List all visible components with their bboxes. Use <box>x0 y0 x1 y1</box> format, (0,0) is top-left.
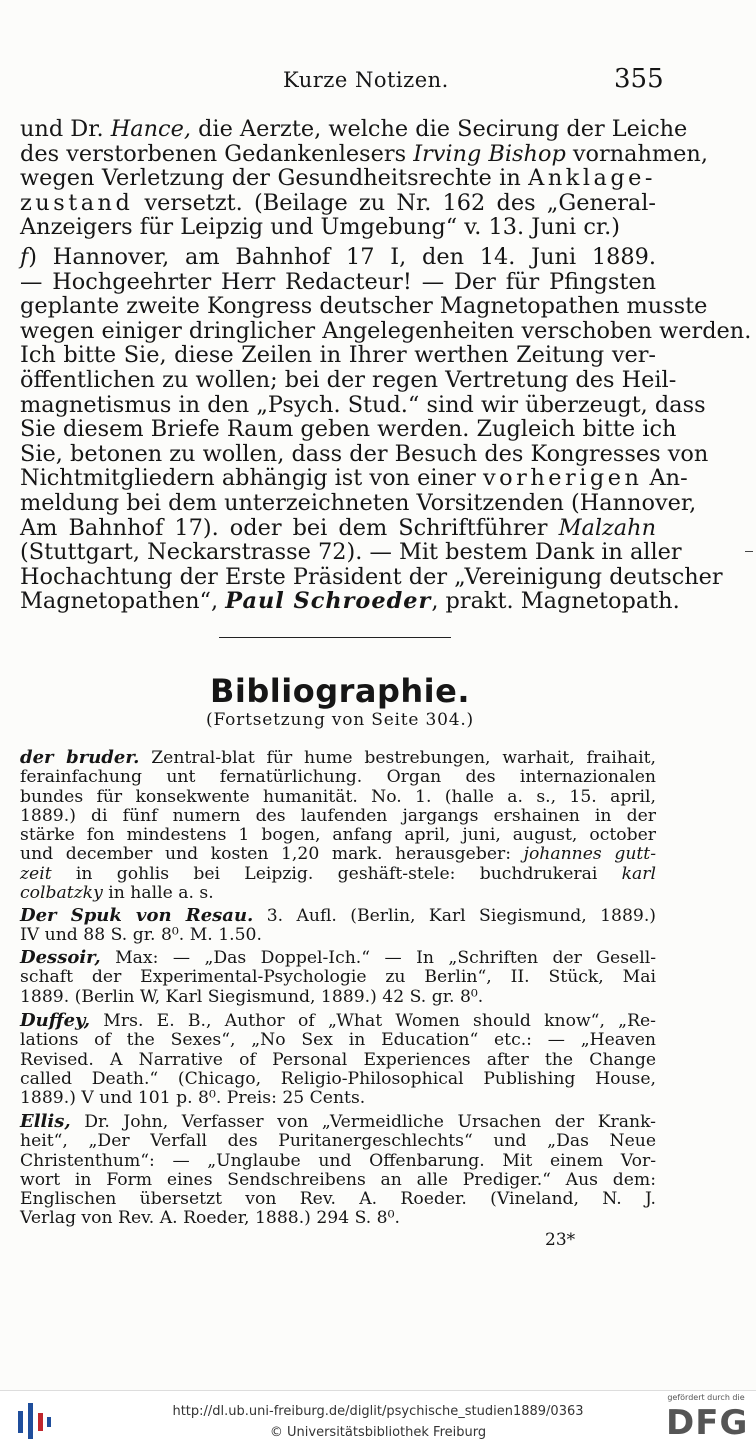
text-run: vornahmen, <box>565 140 708 167</box>
text-run: — Hochgeehrter Herr Redacteur! — Der für Pfingsten <box>20 268 656 295</box>
page-number: 355 <box>614 64 664 94</box>
text-line <box>20 845 656 864</box>
italic-text-run: colbatzky <box>20 883 103 904</box>
bibliography-entry <box>20 748 656 903</box>
text-line <box>20 539 682 566</box>
text-run: IV und 88 S. gr. 8⁰. M. 1.50. <box>20 925 262 946</box>
section-subtitle: (Fortsetzung von Seite 304.) <box>206 710 474 730</box>
text-line <box>20 788 656 807</box>
funder-note: gefördert durch die <box>667 1393 745 1402</box>
text-run: Hochachtung der Erste Präsident der „Vereinigung deutscher <box>20 563 723 590</box>
text-run: versetzt. (Beilage zu Nr. 162 des „General- <box>133 189 656 216</box>
text-run: in halle a. s. <box>102 883 214 904</box>
text-line <box>20 116 688 142</box>
paragraph-hance-notice <box>20 116 708 241</box>
running-title: Kurze Notizen. <box>283 68 449 92</box>
text-run: wegen einiger dringlicher Angelegenheiten verschoben werden. <box>20 317 752 344</box>
signature-name: Paul Schroeder <box>225 588 432 615</box>
text-run: die Aerzte, welche die Secirung der Leiche <box>190 116 688 142</box>
italic-text-run: f <box>20 244 29 270</box>
paragraph-hannover-letter <box>20 244 752 615</box>
text-line <box>20 416 677 443</box>
text-run: , prakt. Magnetopath. <box>431 588 680 615</box>
text-line <box>20 1070 656 1089</box>
text-run: 1889.) di fünf numern des laufenden jargangs ershainen in der <box>20 805 656 826</box>
text-line <box>20 166 656 191</box>
copyright-notice: © Universitätsbibliothek Freiburg <box>269 1425 487 1440</box>
text-run: Am Bahnhof 17). oder bei dem Schriftführer <box>20 514 559 541</box>
text-run: Sie, betonen zu wollen, dass der Besuch des Kongresses von <box>20 440 709 467</box>
text-run: 1889.) V und 101 p. 8⁰. Preis: 25 Cents. <box>20 1088 366 1109</box>
text-line <box>20 191 656 216</box>
text-line <box>20 926 656 945</box>
text-run: ) Hannover, am Bahnhof 17 I, den 14. Juni 1889. <box>28 244 656 270</box>
viewer-footer <box>0 1390 756 1449</box>
text-line <box>20 988 656 1007</box>
text-line <box>20 1011 656 1031</box>
margin-mark <box>745 551 753 552</box>
text-run: ferainfachung unt fernatürlichung. Organ des internazionalen <box>20 767 656 788</box>
bibliography-entry <box>20 1011 656 1108</box>
text-run: öffentlichen zu wollen; bei der regen Vertretung des Heil- <box>20 366 677 393</box>
text-line <box>20 1171 656 1190</box>
spaced-emphasis-run: zustand <box>20 189 134 216</box>
text-run: und Dr. <box>20 116 111 142</box>
text-line <box>20 366 677 393</box>
text-run: Nichtmitgliedern abhängig ist von einer <box>20 465 483 492</box>
text-run: Magnetopathen“, <box>20 588 226 615</box>
text-line <box>20 865 656 884</box>
entry-author: Der Spuk von Resau. <box>20 905 254 926</box>
text-run: Anzeigers für Leipzig und Umgebung“ v. 13. Juni cr.) <box>20 214 620 241</box>
spaced-emphasis-run: Anklage- <box>528 165 656 192</box>
entry-author: Duffey, <box>20 1010 91 1031</box>
text-run: 3. Aufl. (Berlin, Karl Siegismund, 1889.) <box>253 906 656 926</box>
italic-text-run: Hance, <box>110 116 191 142</box>
text-line <box>20 1112 656 1132</box>
text-run: Zentral-blat für hume bestrebungen, warhait, fraihait, <box>139 748 656 768</box>
text-line <box>20 1089 656 1108</box>
text-run: heit“, „Der Verfall des Puritanergeschlechts“ und „Das Neue <box>20 1131 656 1152</box>
text-run: bundes für konsekwente humanität. No. 1. (halle a. s., 15. april, <box>20 786 656 807</box>
text-run: des verstorbenen Gedankenlesers <box>20 140 414 167</box>
text-line <box>20 1031 656 1050</box>
text-run: magnetismus in den „Psych. Stud.“ sind wir überzeugt, dass <box>20 391 706 418</box>
italic-text-run: Malzahn <box>558 514 656 541</box>
text-line <box>20 748 656 768</box>
text-run: (Stuttgart, Neckarstrasse 72). — Mit bestem Dank in aller <box>20 539 682 566</box>
italic-text-run: johannes gutt- <box>523 844 657 865</box>
signature-mark: 23* <box>545 1230 576 1250</box>
text-run: Verlag von Rev. A. Roeder, 1888.) 294 S. 8⁰. <box>20 1208 400 1229</box>
text-line <box>20 343 656 368</box>
text-line <box>20 140 708 167</box>
text-run: stärke fon mindestens 1 bogen, anfang april, juni, august, october <box>20 825 656 846</box>
text-run: Englischen übersetzt von Rev. A. Roeder. (Vineland, N. J. <box>20 1189 656 1210</box>
page-header <box>0 64 756 96</box>
dfg-logo <box>662 1393 750 1447</box>
text-line <box>20 968 656 987</box>
text-run: Revised. A Narrative of Personal Experiences after the Change <box>20 1049 656 1070</box>
text-line <box>20 1051 656 1070</box>
text-line <box>20 1190 656 1209</box>
text-line <box>20 768 656 787</box>
text-run: called Death.“ (Chicago, Religio-Philosophical Publishing House, <box>20 1068 656 1089</box>
text-line <box>20 1209 656 1228</box>
text-run: lations of the Sexes“, „No Sex in Education“ etc.: — „Heaven <box>20 1030 656 1051</box>
section-divider <box>219 637 451 638</box>
text-line <box>20 884 656 903</box>
section-title: Bibliographie. <box>210 672 470 710</box>
text-line <box>20 489 697 516</box>
text-run: schaft der Experimental-Psychologie zu Berlin“, II. Stück, Mai <box>20 967 656 988</box>
bibliography-entry <box>20 906 656 946</box>
entry-author: der bruder. <box>20 747 140 768</box>
text-run: wort in Form eines Sendschreibens an alle Prediger.“ Aus dem: <box>20 1169 656 1190</box>
text-run: wegen Verletzung der Gesundheitsrechte in <box>20 165 529 192</box>
text-line <box>20 270 656 295</box>
bibliography-entry <box>20 948 656 1007</box>
text-run: meldung bei dem unterzeichneten Vorsitzenden (Hannover, <box>20 489 697 516</box>
document-url-link[interactable]: http://dl.ub.uni-freiburg.de/diglit/psychische_studien1889/0363 <box>172 1404 584 1419</box>
text-run: 1889. (Berlin W, Karl Siegismund, 1889.) 42 S. gr. 8⁰. <box>20 986 484 1007</box>
text-line <box>20 906 656 926</box>
text-run: Dr. John, Verfasser von „Vermeidliche Ursachen der Krank- <box>70 1112 656 1132</box>
text-run: geplante zweite Kongress deutscher Magnetopathen musste <box>20 293 708 320</box>
text-run: An- <box>642 465 688 492</box>
italic-text-run: Irving Bishop <box>413 140 566 167</box>
text-line <box>20 293 708 320</box>
text-line <box>20 588 680 615</box>
text-line <box>20 391 706 418</box>
text-run: Sie diesem Briefe Raum geben werden. Zugleich bitte ich <box>20 416 677 443</box>
italic-text-run: zeit <box>20 863 52 884</box>
text-run: in gohlis bei Leipzig. geshäft-stele: buchdrukerai <box>51 863 622 884</box>
dfg-logo-text: DFG <box>666 1403 749 1443</box>
text-run: Christenthum“: — „Unglaube und Offenbarung. Mit einem Vor- <box>20 1150 656 1171</box>
text-line <box>20 1152 656 1171</box>
entry-author: Ellis, <box>20 1111 71 1132</box>
text-line <box>20 465 688 492</box>
text-line <box>20 1132 656 1151</box>
text-line <box>20 948 656 968</box>
text-line <box>20 826 656 845</box>
bibliography-entry <box>20 1112 656 1229</box>
text-run: Mrs. E. B., Author of „What Women should know“, „Re- <box>90 1011 656 1031</box>
text-line <box>20 245 656 270</box>
text-line <box>20 807 656 826</box>
text-run: Ich bitte Sie, diese Zeilen in Ihrer werthen Zeitung ver- <box>20 342 656 369</box>
text-line <box>20 215 656 240</box>
italic-text-run: karl <box>621 863 656 884</box>
text-line <box>20 440 709 467</box>
entry-author: Dessoir, <box>20 947 101 968</box>
text-line <box>20 317 752 344</box>
spaced-emphasis-run: vorherigen <box>483 465 643 492</box>
text-run: Max: — „Das Doppel-Ich.“ — In „Schriften der Gesell- <box>100 948 656 968</box>
text-line <box>20 516 656 541</box>
text-run: und december und kosten 1,20 mark. herausgeber: <box>20 844 524 865</box>
text-line <box>20 563 723 590</box>
